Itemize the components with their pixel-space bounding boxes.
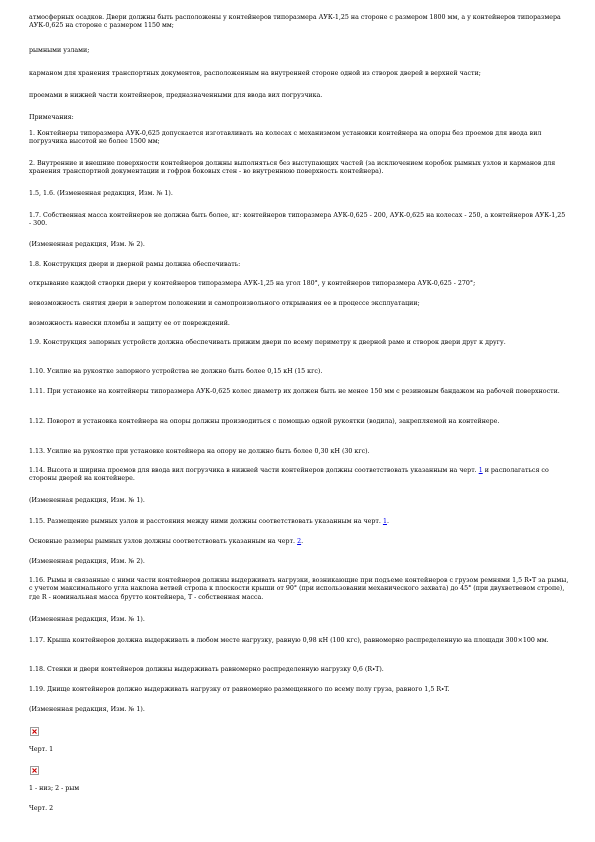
paragraph: 1.8. Конструкция двери и дверной рамы должна обеспечивать: <box>29 261 241 268</box>
paragraph: 1.18. Стенки и двери контейнеров должны выдерживать равномерно распределенную нагрузку 0,6 (R∙T). <box>29 666 384 673</box>
paragraph <box>29 467 569 484</box>
paragraph-text: . <box>386 518 389 525</box>
paragraph <box>29 538 569 546</box>
revision-note: (Измененная редакция, Изм. № 1). <box>29 497 145 504</box>
paragraph: 1.13. Усилие на рукоятке при установке контейнера на опору не должно быть более 0,30 кН (30 кгс). <box>29 448 370 455</box>
paragraph: возможность навески пломбы и защиту ее от повреждений. <box>29 320 230 327</box>
paragraph: 1.16. Рымы и связанные с ними части контейнеров должны выдерживать нагрузки, возникающие при подъеме контейнеров с грузом ремнями 1,5 R∙T за рымы, с учетом максимального угла наклона ветвей стропа к плоскости крыши от 90° (при использовании механического захвата) до 45° (при двухветвевом стропе), где R - номинальная масса брутто контейнера, Т - собственная масса. <box>29 577 569 601</box>
paragraph: 1.11. При установке на контейнеры типоразмера АУК-0,625 колес диаметр их должен быть не менее 150 мм с резиновым бандажом на рабочей поверхности. <box>29 388 560 395</box>
paragraph: 1.9. Конструкция запорных устройств должна обеспечивать прижим двери по всему периметру к дверной раме и створок двери друг к другу. <box>29 339 506 346</box>
paragraph: проемами в нижней части контейнеров, предназначенными для ввода вил погрузчика. <box>29 92 323 99</box>
drawing-1-link[interactable]: 1 <box>478 467 483 474</box>
paragraph <box>29 518 569 526</box>
drawing-legend: 1 - низ; 2 - рым <box>29 785 80 792</box>
revision-note: (Измененная редакция, Изм. № 2). <box>29 558 145 565</box>
paragraph: рымными узлами; <box>29 47 90 54</box>
drawing-1-link[interactable]: 1 <box>382 518 387 525</box>
paragraph-text: 1.14. Высота и ширина проемов для ввода вил погрузчика в нижней части контейнеров должны соответствовать указанным на черт. <box>29 467 479 474</box>
paragraph: открывание каждой створки двери у контейнеров типоразмера АУК-1,25 на угол 180°, у контейнеров типоразмера АУК-0,625 - 270°; <box>29 280 476 287</box>
notes-heading: Примечания: <box>29 114 74 121</box>
paragraph-text: . <box>301 538 304 545</box>
broken-image-icon <box>30 727 39 736</box>
paragraph: 1.10. Усилие на рукоятке запорного устройства не должно быть более 0,15 кН (15 кгс). <box>29 368 323 375</box>
drawing-2-caption: Черт. 2 <box>29 805 54 812</box>
paragraph: 1.19. Днище контейнеров должно выдерживать нагрузку от равномерно размещенного по всему полу груза, равного 1,5 R∙T. <box>29 686 450 693</box>
paragraph: невозможность снятия двери в запертом положении и самопроизвольного открывания ее в процессе эксплуатации; <box>29 300 420 307</box>
drawing-1-caption: Черт. 1 <box>29 746 54 753</box>
paragraph-text: и располагаться со стороны дверей на контейнере. <box>29 467 549 483</box>
broken-image-icon <box>30 766 39 775</box>
revision-note: (Измененная редакция, Изм. № 2). <box>29 241 145 248</box>
paragraph: 1.12. Поворот и установка контейнера на опоры должны производиться с помощью одной рукоятки (водила), закрепляемой на контейнере. <box>29 418 500 425</box>
paragraph: 1.7. Собственная масса контейнеров не должна быть более, кг: контейнеров типоразмера АУК-0,625 - 200, АУК-0,625 на колесах - 250, а контейнеров АУК-1,25 - 300. <box>29 212 566 228</box>
paragraph: 1. Контейнеры типоразмера АУК-0,625 допускается изготавливать на колесах с механизмом установки контейнера на опоры без проемов для ввода вил погрузчика высотой не более 1500 мм; <box>29 130 542 146</box>
paragraph: карманом для хранения транспортных документов, расположенным на внутренней стороне одной из створок дверей в верхней части; <box>29 70 481 77</box>
paragraph: атмосферных осадков. Двери должны быть расположены у контейнеров типоразмера АУК-1,25 на стороне с размером 1800 мм, а у контейнеров типоразмера АУК-0,625 на стороне с размером 1150 мм; <box>29 14 561 30</box>
drawing-2-link[interactable]: 2 <box>297 538 302 545</box>
revision-note: 1.5, 1.6. (Измененная редакция, Изм. № 1). <box>29 190 173 197</box>
paragraph-text: Основные размеры рымных узлов должны соответствовать указанным на черт. <box>29 538 298 545</box>
paragraph-text: 1.15. Размещение рымных узлов и расстояния между ними должны соответствовать указанным на черт. <box>29 518 383 525</box>
revision-note: (Измененная редакция, Изм. № 1). <box>29 706 145 713</box>
revision-note: (Измененная редакция, Изм. № 1). <box>29 616 145 623</box>
paragraph: 2. Внутренние и внешние поверхности контейнеров должны выполняться без выступающих частей (за исключением коробок рымных узлов и карманов для хранения транспортной документации и гофров боковых стен - во внутреннюю поверхность контейнера). <box>29 160 556 176</box>
paragraph: 1.17. Крыша контейнеров должна выдерживать в любом месте нагрузку, равную 0,98 кН (100 кгс), равномерно распределенную на площади 300×100 мм. <box>29 637 549 644</box>
